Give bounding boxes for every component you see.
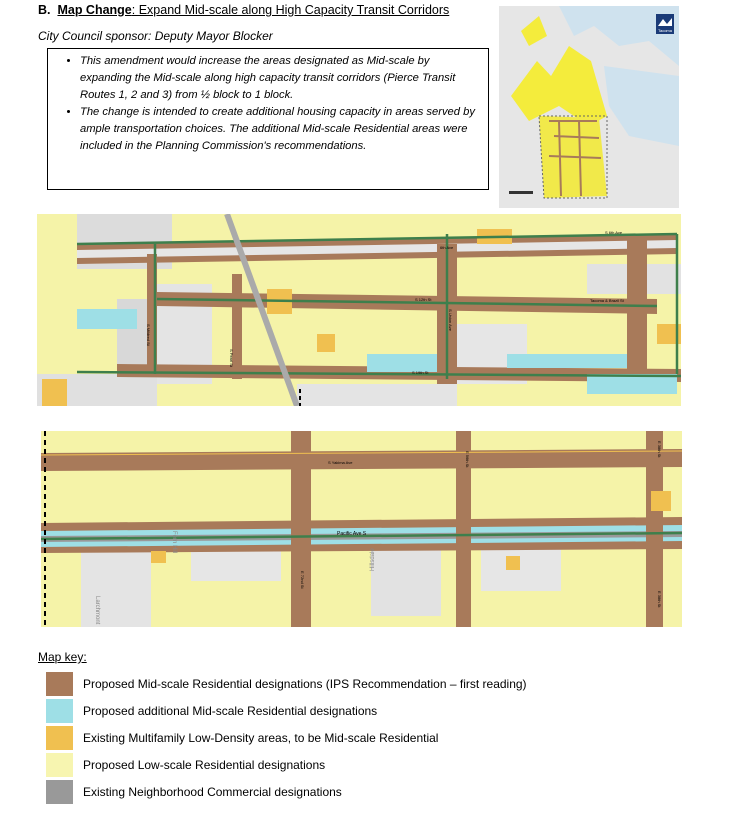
key-label-mid-scale: Proposed Mid-scale Residential designations (IPS Recommendation – first reading) <box>83 677 527 691</box>
section-title: Map Change <box>57 3 132 17</box>
corridor-map-south <box>41 431 682 627</box>
section-label: B. <box>38 3 51 17</box>
label-s-12th-st: S 12th St <box>415 297 432 302</box>
sponsor-line: City Council sponsor: Deputy Mayor Blocker <box>38 29 273 43</box>
label-pacific-ave-s: Pacific Ave S <box>337 531 367 537</box>
label-s-19th-st: S 19th St <box>412 370 429 375</box>
key-swatch-multifamily <box>46 726 73 750</box>
key-row-low-scale <box>46 753 325 777</box>
key-row-additional-mid-scale <box>46 699 377 723</box>
section-heading <box>38 3 449 17</box>
bullet-amendment: • This amendment would increase the areas designated as Mid-scale by expanding the Mid-scale along high capacity transit corridors (Pierce Transit Routes 1, 2 and 3) from ½ block to 1 block. <box>80 53 488 104</box>
label-s-pearl-st: S Pearl St <box>229 349 234 368</box>
key-row-commercial <box>46 780 342 804</box>
key-row-multifamily <box>46 726 438 750</box>
key-swatch-commercial <box>46 780 73 804</box>
label-s-yakima-ave: S Yakima Ave <box>328 460 353 465</box>
label-s-6th-ave: S 6th Ave <box>605 230 623 235</box>
label-fern-hill: Fern Hill <box>171 531 177 554</box>
label-e-72nd-st: E 72nd St <box>300 571 305 589</box>
label-tacoma-brazil: Tacoma & Brazil St <box>590 298 624 303</box>
label-e-38th-st-bottom: E 38th St <box>657 591 662 608</box>
key-label-additional: Proposed additional Mid-scale Residential designations <box>83 704 378 718</box>
key-swatch-mid-scale <box>46 672 73 696</box>
label-e-56th-st: E 56th St <box>465 451 470 468</box>
key-swatch-additional <box>46 699 73 723</box>
label-hillsdale: Hillsdale <box>370 548 376 571</box>
city-logo-text: Tacoma <box>657 28 673 33</box>
label-e-38th-st-top: E 38th St <box>657 441 662 458</box>
description-box <box>47 48 489 190</box>
key-label-low-scale: Proposed Low-scale Residential designations <box>83 758 326 772</box>
label-s-mildred-st: S Mildred St <box>146 324 151 346</box>
label-s-union-ave: S Union Ave <box>448 309 453 331</box>
corridor-map-north <box>37 214 681 406</box>
map-key-title: Map key: <box>38 650 87 664</box>
bullet-intent: • The change is intended to create additional housing capacity in areas served by ample transportation choices. The additional Mid-scale Residential areas were included in the Planning Commission's recommendations. <box>80 104 488 155</box>
label-larchmont: Larchmont <box>94 596 100 625</box>
label-6th-ave: 6th Ave <box>440 245 454 250</box>
section-subtitle: : Expand Mid-scale along High Capacity Transit Corridors <box>131 3 450 17</box>
key-row-mid-scale <box>46 672 527 696</box>
key-label-commercial: Existing Neighborhood Commercial designations <box>83 785 342 799</box>
overview-map <box>499 6 679 208</box>
key-swatch-low-scale <box>46 753 73 777</box>
key-label-multifamily: Existing Multifamily Low-Density areas, to be Mid-scale Residential <box>83 731 439 745</box>
